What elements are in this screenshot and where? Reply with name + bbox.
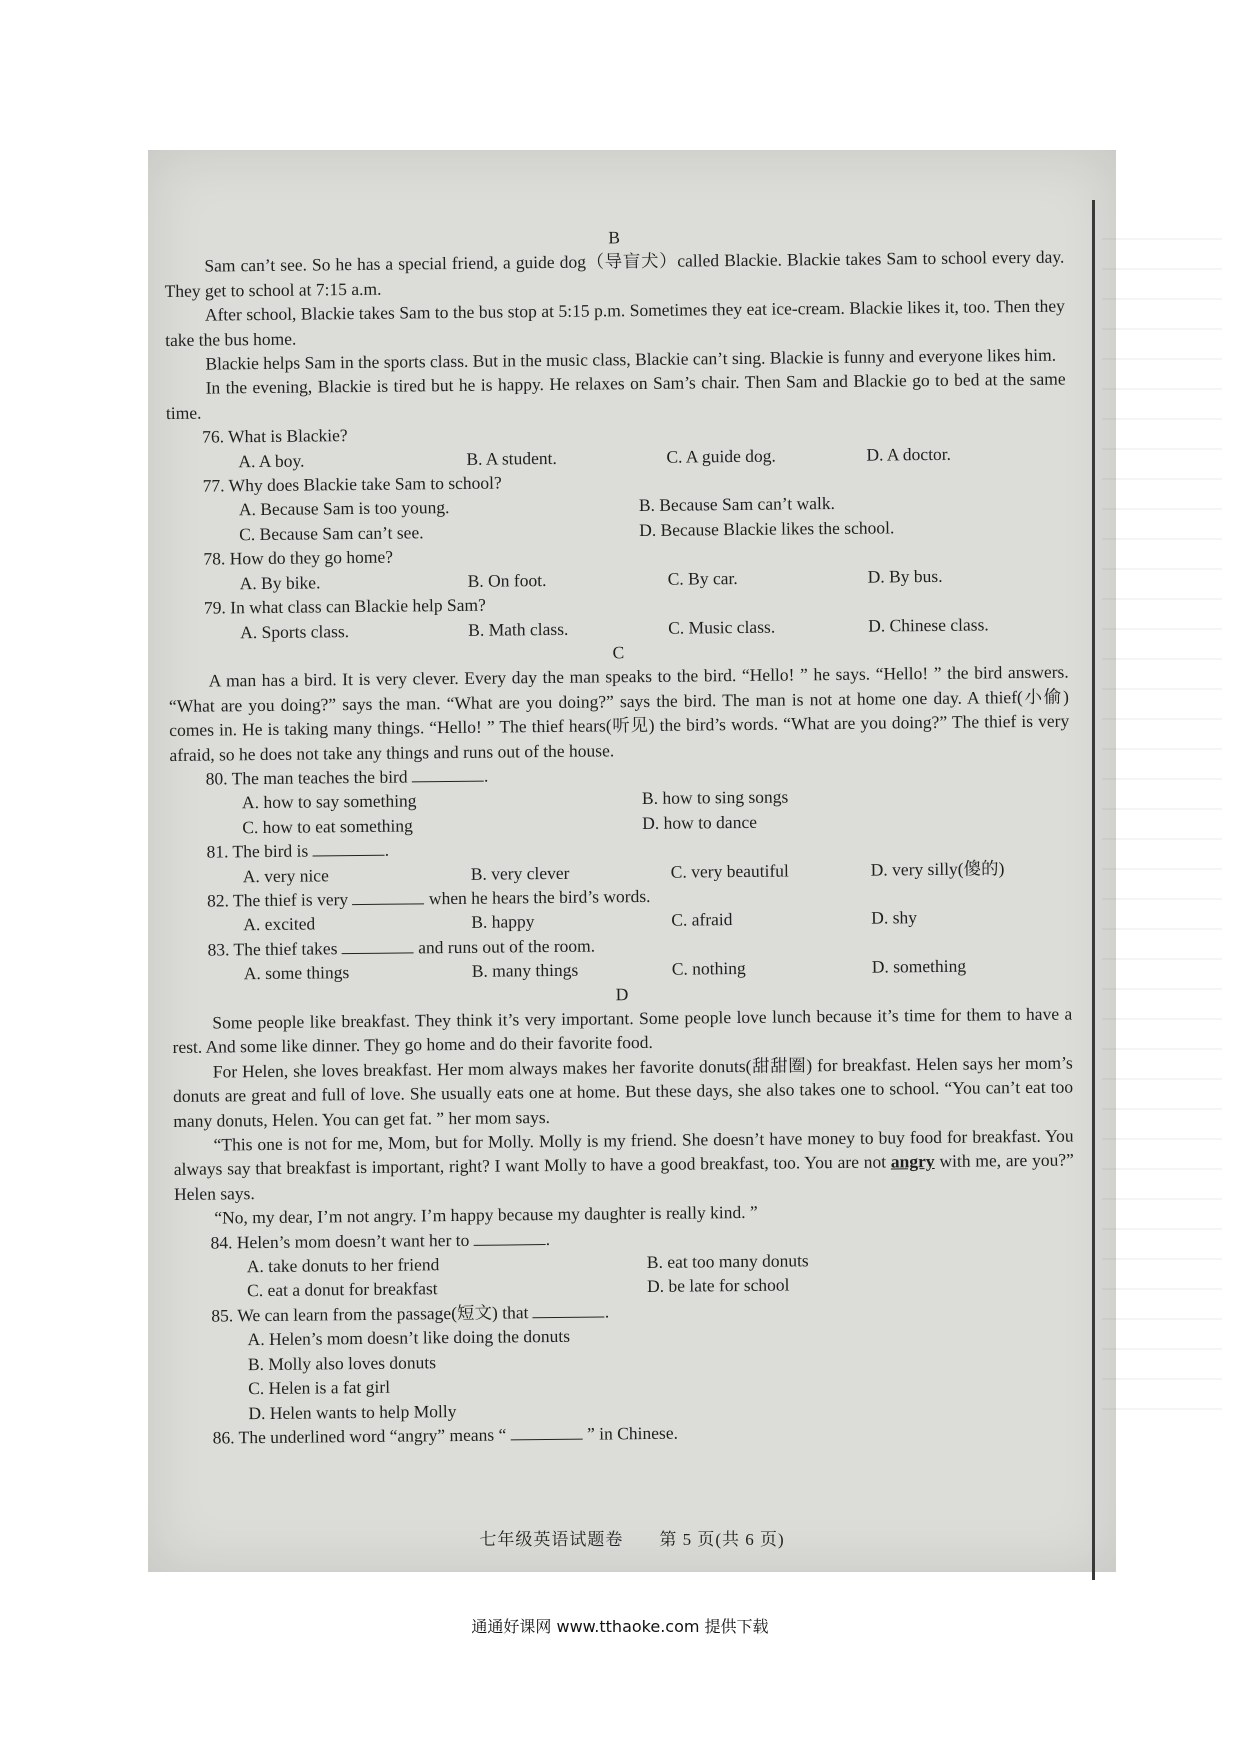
- passage-c-paragraph: A man has a bird. It is very clever. Every day the man speaks to the bird. “Hello! ” he says. “Hello! ” the bird answers. “What are you doing?” says the man. “What are you doing?” says the bird. The man is not at home one day. A thief(小偷) comes in. He is taking many things. “Hello! ” The thief hears(听见) the bird’s words. “What are you doing?” The thief is very afraid, so he does not take any things and runs out of the house.: [168, 661, 1070, 765]
- option-a: A. very nice: [242, 864, 329, 886]
- passage-b-paragraph-1: Sam can’t see. So he has a special friend, a guide dog（导盲犬）called Blackie. Blackie takes Sam to school every day. They get to school at 7:15 a.m.: [164, 246, 1065, 301]
- scanned-page: [148, 150, 1116, 1572]
- option-a: A. Sports class.: [240, 620, 350, 642]
- passage-b-paragraph-4: In the evening, Blackie is tired but he is happy. He relaxes on Sam’s chair. Then Sam and Blackie go to bed at the same time.: [165, 369, 1066, 423]
- option-d: D. shy: [871, 907, 918, 929]
- option-c: C. Helen is a fat girl: [248, 1376, 391, 1399]
- option-d: D. Chinese class.: [868, 613, 989, 636]
- option-d: D. something: [871, 955, 967, 977]
- passage-d-paragraph-2: For Helen, she loves breakfast. Her mom always makes her favorite donuts(甜甜圈) for breakfast. Helen says her mom’s donuts are great and full of love. She usually eats one at home. But these days, she also takes one to school. “You can’t eat too many donuts, Helen. You can get fat. ” her mom says.: [172, 1052, 1074, 1131]
- option-b: B. happy: [471, 911, 535, 933]
- exam-content: [164, 221, 1077, 1451]
- option-b: B. many things: [471, 959, 579, 982]
- question-77-options: [239, 489, 1067, 546]
- answer-blank: [342, 938, 414, 954]
- question-79: 79. In what class can Blackie help Sam?: [203, 594, 486, 618]
- option-a: A. excited: [243, 913, 316, 935]
- question-84-stem: 84. Helen’s mom doesn’t want her to: [210, 1229, 470, 1253]
- question-85-stem: 85. We can learn from the passage(短文) that: [211, 1302, 529, 1326]
- question-82-stem: 82. The thief is very: [206, 889, 349, 911]
- option-c: C. A guide dog.: [666, 445, 776, 467]
- question-76: 76. What is Blackie?: [202, 425, 348, 447]
- bleed-through-area: [1102, 210, 1222, 1410]
- paragraph-3-start: “This one is not for me, Mom, but for Molly. Molly is my friend. She doesn’t have money to buy food for breakfast. You always say that breakfast is important, right? I want Molly to have a good breakfast, too. You are not: [173, 1125, 1074, 1180]
- option-d: D. Because Blackie likes the school.: [639, 517, 895, 540]
- question-85-options: [247, 1319, 1076, 1425]
- question-82-end: when he hears the bird’s words.: [428, 885, 651, 909]
- option-c: C. afraid: [671, 909, 733, 931]
- passage-d-paragraph-4: “No, my dear, I’m not angry. I’m happy because my daughter is really kind. ”: [214, 1202, 758, 1228]
- passage-d-paragraph-3: [173, 1124, 1074, 1207]
- question-80-end: .: [483, 765, 489, 786]
- option-b: B. Molly also loves donuts: [247, 1351, 437, 1374]
- option-b: B. very clever: [470, 862, 570, 884]
- option-a: A. how to say something: [241, 790, 417, 813]
- option-d: D. A doctor.: [866, 443, 952, 465]
- option-c: C. eat a donut for breakfast: [247, 1278, 438, 1301]
- option-b: B. Because Sam can’t walk.: [638, 493, 836, 516]
- question-81-stem: 81. The bird is: [206, 840, 309, 862]
- question-84-options: [247, 1246, 1075, 1303]
- option-d: D. how to dance: [642, 811, 758, 833]
- answer-blank: [511, 1425, 583, 1441]
- option-a: A. Helen’s mom doesn’t like doing the donuts: [247, 1326, 571, 1350]
- answer-blank: [412, 767, 484, 783]
- option-a: A. some things: [243, 962, 350, 984]
- question-80-stem: 80. The man teaches the bird: [205, 766, 408, 789]
- underlined-word-angry: angry: [890, 1151, 935, 1172]
- answer-blank: [313, 841, 385, 857]
- question-80-options: [242, 782, 1070, 839]
- option-a: A. By bike.: [239, 572, 321, 593]
- answer-blank: [474, 1230, 546, 1246]
- download-credit: 通通好课网 www.tthaoke.com 提供下载: [471, 1617, 769, 1636]
- option-b: B. On foot.: [467, 569, 547, 591]
- option-c: C. very beautiful: [670, 860, 789, 882]
- question-84-end: .: [545, 1228, 551, 1249]
- page-margin-line: [1092, 200, 1095, 1580]
- option-c: C. By car.: [667, 567, 738, 589]
- option-b: B. A student.: [466, 447, 557, 469]
- section-letter-d: D: [615, 983, 629, 1004]
- paragraph-3-end: with me, are you?” Helen says.: [173, 1149, 1074, 1204]
- section-letter-b: B: [608, 227, 621, 248]
- option-c: C. nothing: [671, 958, 746, 979]
- page-footer: 七年级英语试题卷 第 5 页(共 6 页): [479, 1530, 785, 1549]
- option-b: B. how to sing songs: [641, 786, 789, 809]
- option-d: D. very silly(傻的): [870, 857, 1005, 880]
- question-77: 77. Why does Blackie take Sam to school?: [202, 472, 502, 496]
- option-c: C. Music class.: [668, 616, 776, 638]
- option-b: B. eat too many donuts: [646, 1250, 809, 1273]
- question-83-end: and runs out of the room.: [418, 935, 596, 958]
- question-81-end: .: [384, 839, 390, 860]
- passage-b-paragraph-3: Blackie helps Sam in the sports class. But in the music class, Blackie can’t sing. Blackie is funny and everyone likes him.: [205, 344, 1057, 374]
- question-83-stem: 83. The thief takes: [207, 938, 338, 960]
- option-a: A. take donuts to her friend: [246, 1254, 440, 1277]
- option-b: B. Math class.: [468, 618, 569, 640]
- option-a: A. A boy.: [238, 450, 305, 471]
- option-a: A. Because Sam is too young.: [238, 497, 450, 520]
- option-c: C. Because Sam can’t see.: [239, 522, 424, 545]
- question-86-stem: 86. The underlined word “angry” means “: [212, 1424, 507, 1448]
- passage-b-paragraph-2: After school, Blackie takes Sam to the bus stop at 5:15 p.m. Sometimes they eat ice-cream. Blackie likes it, too. Then they take the bus home.: [165, 295, 1065, 350]
- answer-blank: [533, 1302, 605, 1318]
- section-letter-c: C: [612, 642, 625, 663]
- option-d: D. be late for school: [646, 1274, 790, 1297]
- option-d: D. Helen wants to help Molly: [248, 1400, 457, 1423]
- answer-blank: [352, 889, 424, 905]
- question-85-end: .: [604, 1301, 610, 1322]
- option-d: D. By bus.: [867, 565, 943, 587]
- question-78: 78. How do they go home?: [203, 546, 394, 569]
- question-86-end: ” in Chinese.: [586, 1422, 679, 1444]
- option-c: C. how to eat something: [242, 815, 413, 837]
- passage-d-paragraph-1: Some people like breakfast. They think it’s very important. Some people love lunch because it’s time for them to have a rest. And some like dinner. They go home and do their favorite food.: [172, 1003, 1073, 1058]
